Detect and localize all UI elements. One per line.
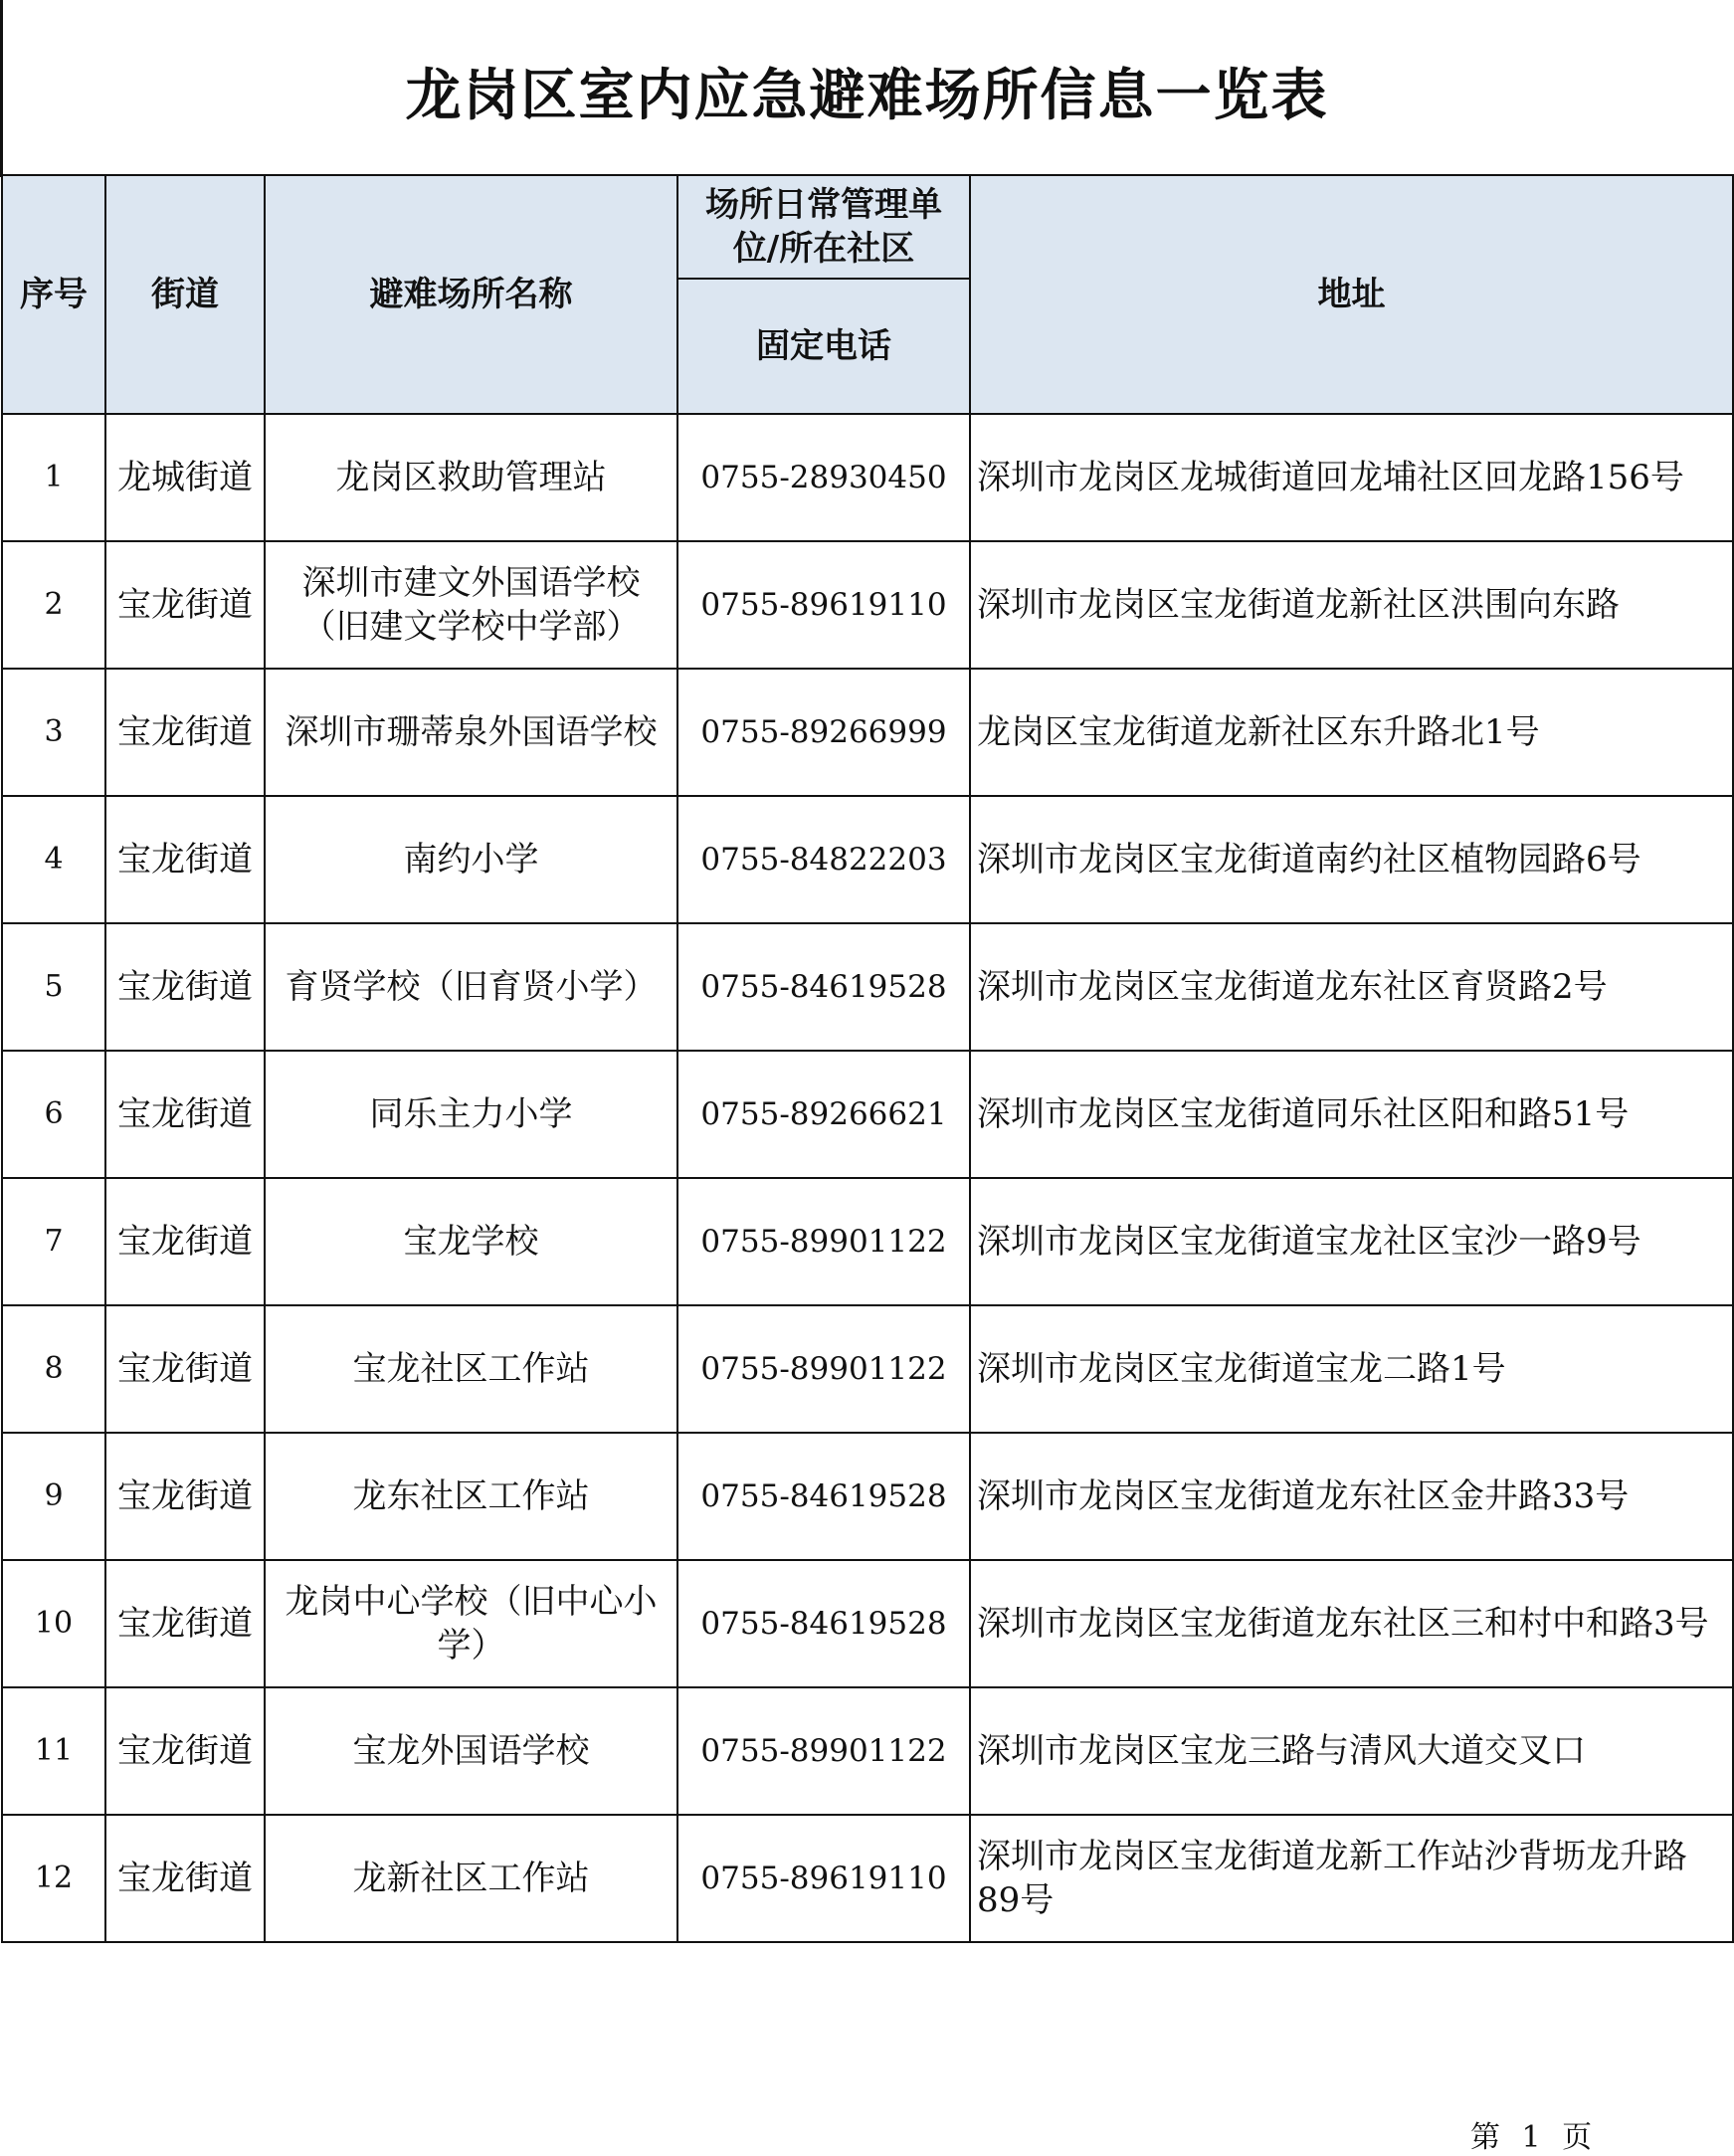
cell-address: 深圳市龙岗区宝龙街道宝龙社区宝沙一路9号 <box>970 1178 1733 1305</box>
header-no: 序号 <box>2 175 105 414</box>
cell-name: 龙岗区救助管理站 <box>265 414 677 541</box>
page-number: 第 1 页 <box>1470 2120 1599 2155</box>
cell-no: 8 <box>2 1305 105 1433</box>
cell-no: 4 <box>2 796 105 923</box>
cell-no: 12 <box>2 1815 105 1942</box>
cell-no: 1 <box>2 414 105 541</box>
cell-phone: 0755-89266999 <box>677 669 970 796</box>
cell-phone: 0755-89619110 <box>677 1815 970 1942</box>
cell-address: 深圳市龙岗区宝龙三路与清风大道交叉口 <box>970 1687 1733 1815</box>
header-street: 街道 <box>105 175 265 414</box>
cell-no: 11 <box>2 1687 105 1815</box>
cell-name: 龙新社区工作站 <box>265 1815 677 1942</box>
cell-street: 宝龙街道 <box>105 1433 265 1560</box>
cell-phone: 0755-89901122 <box>677 1178 970 1305</box>
table-row <box>2 541 1733 669</box>
cell-address: 深圳市龙岗区宝龙街道龙新社区洪围向东路 <box>970 541 1733 669</box>
table-row <box>2 923 1733 1051</box>
cell-address: 深圳市龙岗区宝龙街道龙东社区育贤路2号 <box>970 923 1733 1051</box>
cell-no: 6 <box>2 1051 105 1178</box>
cell-phone: 0755-84619528 <box>677 1560 970 1687</box>
cell-address: 深圳市龙岗区宝龙街道龙新工作站沙背坜龙升路89号 <box>970 1815 1733 1942</box>
cell-phone: 0755-89901122 <box>677 1687 970 1815</box>
cell-phone: 0755-84619528 <box>677 923 970 1051</box>
table-row <box>2 1687 1733 1815</box>
cell-phone: 0755-28930450 <box>677 414 970 541</box>
cell-name: 同乐主力小学 <box>265 1051 677 1178</box>
cell-street: 宝龙街道 <box>105 923 265 1051</box>
cell-name: 宝龙学校 <box>265 1178 677 1305</box>
cell-name: 南约小学 <box>265 796 677 923</box>
table-row <box>2 669 1733 796</box>
cell-street: 宝龙街道 <box>105 1687 265 1815</box>
cell-no: 7 <box>2 1178 105 1305</box>
cell-address: 深圳市龙岗区宝龙街道同乐社区阳和路51号 <box>970 1051 1733 1178</box>
table-row <box>2 1305 1733 1433</box>
cell-address: 深圳市龙岗区宝龙街道龙东社区金井路33号 <box>970 1433 1733 1560</box>
cell-street: 宝龙街道 <box>105 1305 265 1433</box>
cell-street: 宝龙街道 <box>105 1178 265 1305</box>
table-header <box>2 175 1733 414</box>
cell-address: 深圳市龙岗区宝龙街道南约社区植物园路6号 <box>970 796 1733 923</box>
cell-no: 5 <box>2 923 105 1051</box>
header-address: 地址 <box>970 175 1733 414</box>
cell-phone: 0755-84822203 <box>677 796 970 923</box>
cell-address: 深圳市龙岗区宝龙街道龙东社区三和村中和路3号 <box>970 1560 1733 1687</box>
table-row <box>2 1560 1733 1687</box>
header-phone: 固定电话 <box>677 279 970 414</box>
cell-no: 9 <box>2 1433 105 1560</box>
cell-name: 宝龙外国语学校 <box>265 1687 677 1815</box>
cell-street: 宝龙街道 <box>105 541 265 669</box>
cell-street: 宝龙街道 <box>105 1815 265 1942</box>
cell-name: 宝龙社区工作站 <box>265 1305 677 1433</box>
cell-name: 育贤学校（旧育贤小学） <box>265 923 677 1051</box>
cell-name: 深圳市珊蒂泉外国语学校 <box>265 669 677 796</box>
header-unit: 场所日常管理单位/所在社区 <box>677 175 970 279</box>
cell-address: 深圳市龙岗区宝龙街道宝龙二路1号 <box>970 1305 1733 1433</box>
cell-phone: 0755-89266621 <box>677 1051 970 1178</box>
table-row <box>2 796 1733 923</box>
cell-street: 宝龙街道 <box>105 796 265 923</box>
cell-street: 龙城街道 <box>105 414 265 541</box>
cell-name: 龙东社区工作站 <box>265 1433 677 1560</box>
cell-street: 宝龙街道 <box>105 1051 265 1178</box>
cell-no: 3 <box>2 669 105 796</box>
cell-address: 龙岗区宝龙街道龙新社区东升路北1号 <box>970 669 1733 796</box>
cell-no: 2 <box>2 541 105 669</box>
table-row <box>2 1178 1733 1305</box>
cell-name: 龙岗中心学校（旧中心小学） <box>265 1560 677 1687</box>
document-title: 龙岗区室内应急避难场所信息一览表 <box>405 64 1329 128</box>
cell-no: 10 <box>2 1560 105 1687</box>
cell-address: 深圳市龙岗区龙城街道回龙埔社区回龙路156号 <box>970 414 1733 541</box>
cell-phone: 0755-84619528 <box>677 1433 970 1560</box>
shelter-table <box>1 174 1734 1943</box>
header-name: 避难场所名称 <box>265 175 677 414</box>
table-row <box>2 1051 1733 1178</box>
table-row <box>2 1433 1733 1560</box>
cell-phone: 0755-89901122 <box>677 1305 970 1433</box>
table-row <box>2 414 1733 541</box>
table-body <box>2 414 1733 1942</box>
table-row <box>2 1815 1733 1942</box>
cell-street: 宝龙街道 <box>105 669 265 796</box>
cell-name: 深圳市建文外国语学校（旧建文学校中学部） <box>265 541 677 669</box>
cell-phone: 0755-89619110 <box>677 541 970 669</box>
cell-street: 宝龙街道 <box>105 1560 265 1687</box>
